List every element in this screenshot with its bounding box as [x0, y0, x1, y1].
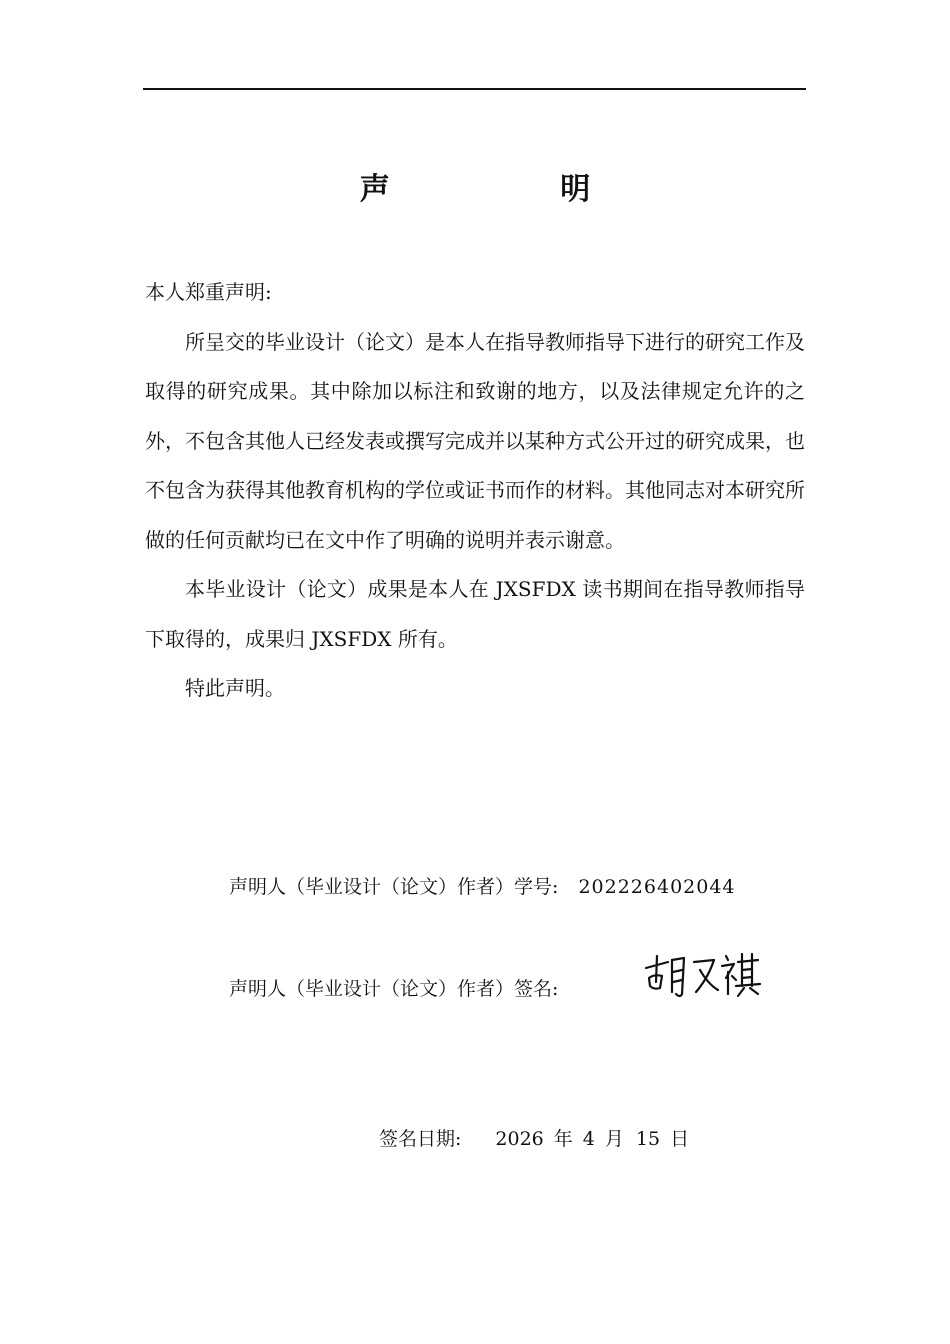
date-label: 签名日期: — [379, 1128, 462, 1150]
date-month: 4 — [582, 1128, 595, 1150]
declaration-body — [145, 268, 805, 714]
paragraph-originality: 所呈交的毕业设计（论文）是本人在指导教师指导下进行的研究工作及取得的研究成果。其中除加以标注和致谢的地方，以及法律规定允许的之外，不包含其他人已经发表或撰写完成并以某种方式公开过的研究成果，也不包含为获得其他教育机构的学位或证书而作的材料。其他同志对本研究所做的任何贡献均已在文中作了明确的说明并表示谢意。 — [145, 329, 805, 552]
student-id-value: 202226402044 — [578, 876, 736, 898]
date-year-unit: 年 — [553, 1128, 573, 1150]
signature-line — [229, 974, 558, 1004]
opening-line: 本人郑重声明: — [145, 280, 272, 304]
signature-date-line — [379, 1124, 689, 1154]
paragraph-ownership: 本毕业设计（论文）成果是本人在 JXSFDX 读书期间在指导教师指导下取得的，成果归 JXSFDX 所有。 — [145, 577, 805, 651]
date-year: 2026 — [495, 1128, 544, 1150]
closing-line: 特此声明。 — [185, 676, 285, 700]
signature-label: 声明人（毕业设计（论文）作者）签名: — [229, 978, 559, 1000]
header-rule — [143, 88, 806, 90]
page-title: 声 明 — [359, 172, 671, 207]
date-day: 15 — [635, 1128, 661, 1150]
student-id-label: 声明人（毕业设计（论文）作者）学号: — [229, 876, 559, 898]
student-id-line — [229, 872, 736, 902]
date-day-unit: 日 — [670, 1128, 690, 1150]
handwritten-signature — [642, 948, 762, 1000]
date-month-unit: 月 — [604, 1128, 624, 1150]
